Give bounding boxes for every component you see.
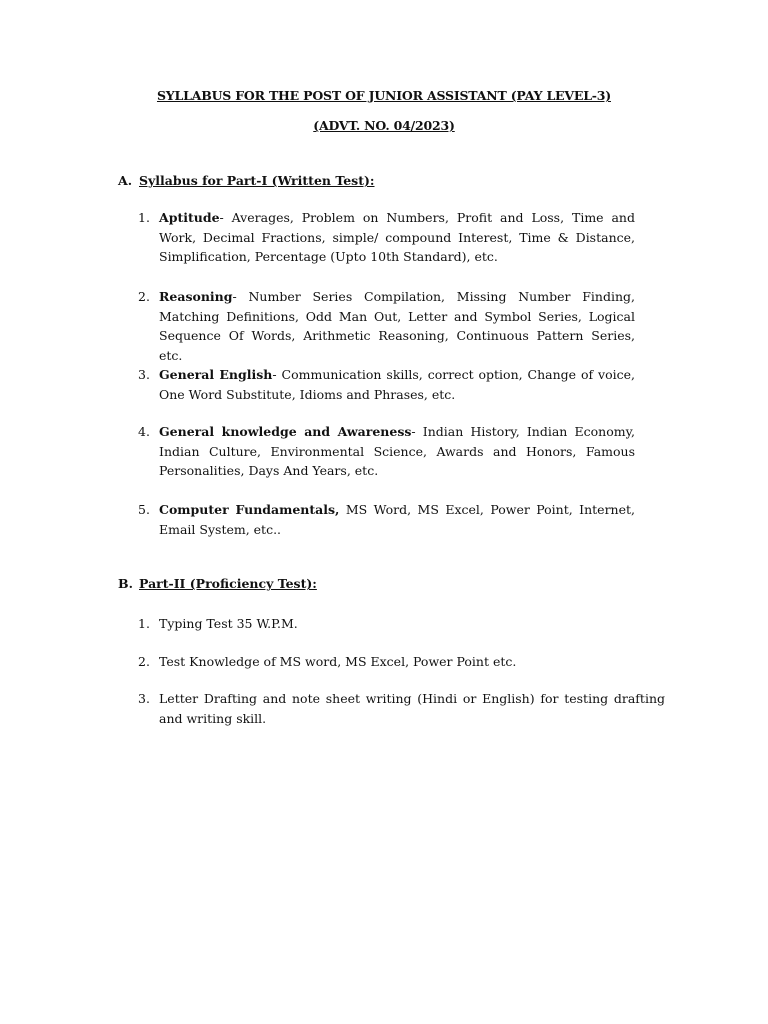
item-text bbox=[159, 287, 635, 365]
list-item bbox=[138, 287, 635, 365]
advertisement-number: (ADVT. NO. 04/2023) bbox=[313, 118, 455, 133]
list-item bbox=[138, 500, 635, 539]
list-item bbox=[138, 689, 665, 728]
item-text bbox=[159, 422, 635, 481]
item-number: 1. bbox=[138, 616, 150, 631]
item-description: MS Word, MS Excel, Power Point, Internet, Email System, etc.. bbox=[159, 502, 635, 537]
item-number: 5. bbox=[138, 502, 150, 517]
item-number: 2. bbox=[138, 289, 150, 304]
item-number: 3. bbox=[138, 367, 150, 382]
item-number: 1. bbox=[138, 210, 150, 225]
item-topic: Aptitude bbox=[159, 210, 220, 225]
item-description: - Number Series Compilation, Missing Number Finding, Matching Definitions, Odd Man Out, Letter and Symbol Series, Logical Sequence Of Words, Arithmetic Reasoning, Continuous Pattern Series, etc. bbox=[159, 289, 635, 363]
item-text: Test Knowledge of MS word, MS Excel, Power Point etc. bbox=[159, 654, 517, 669]
item-number: 4. bbox=[138, 424, 150, 439]
item-description: - Communication skills, correct option, Change of voice, One Word Substitute, Idioms and Phrases, etc. bbox=[159, 367, 635, 402]
list-item bbox=[138, 614, 665, 634]
item-number: 2. bbox=[138, 654, 150, 669]
section-a-title: Syllabus for Part-I (Written Test): bbox=[139, 173, 375, 188]
section-a-letter: A. bbox=[118, 173, 133, 188]
section-b-title: Part-II (Proficiency Test): bbox=[139, 576, 317, 591]
item-number: 3. bbox=[138, 691, 150, 706]
item-text bbox=[159, 208, 635, 267]
item-text: Letter Drafting and note sheet writing (Hindi or English) for testing drafting and writing skill. bbox=[159, 691, 665, 726]
item-description: - Indian History, Indian Economy, Indian Culture, Environmental Science, Awards and Honors, Famous Personalities, Days And Years, etc. bbox=[159, 424, 635, 479]
document-title: SYLLABUS FOR THE POST OF JUNIOR ASSISTANT (PAY LEVEL-3) bbox=[156, 88, 611, 103]
section-b-letter: B. bbox=[118, 576, 133, 591]
list-item bbox=[138, 208, 635, 267]
section-b-heading bbox=[118, 576, 317, 591]
list-item bbox=[138, 422, 635, 481]
list-item bbox=[138, 652, 665, 672]
list-item bbox=[138, 365, 635, 404]
item-description: - Averages, Problem on Numbers, Profit and Loss, Time and Work, Decimal Fractions, simple/ compound Interest, Time & Distance, Simplification, Percentage (Upto 10th Standard), etc. bbox=[159, 210, 635, 265]
item-topic: General knowledge and Awareness bbox=[159, 424, 412, 439]
item-topic: Computer Fundamentals, bbox=[159, 502, 340, 517]
item-text: Typing Test 35 W.P.M. bbox=[159, 616, 298, 631]
item-text bbox=[159, 365, 635, 404]
item-text bbox=[159, 500, 635, 539]
item-topic: Reasoning bbox=[159, 289, 233, 304]
section-a-heading bbox=[118, 173, 375, 188]
item-topic: General English bbox=[159, 367, 273, 382]
